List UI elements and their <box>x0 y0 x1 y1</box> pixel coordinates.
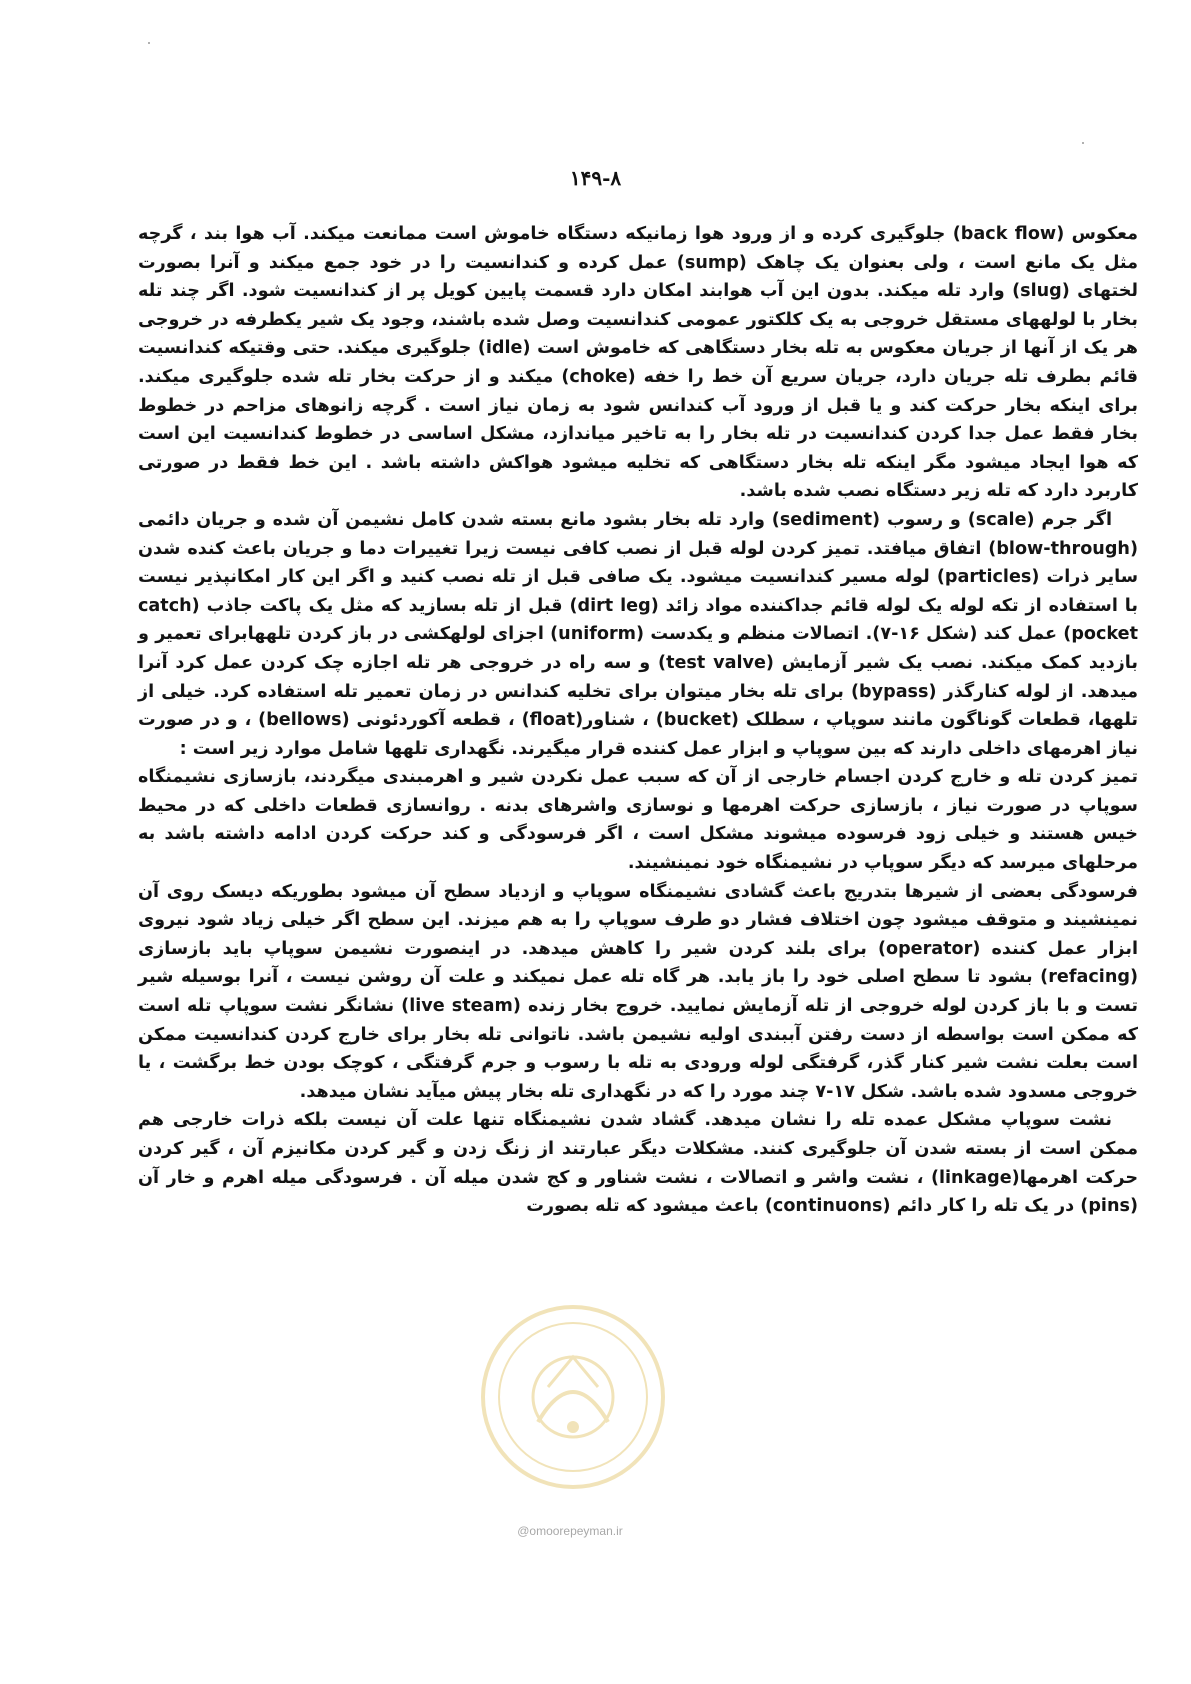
paragraph-trap-cleaning: تمیز کردن تله و خارج کردن اجسام خارجی از آن که سبب عمل نکردن شیر و اهرمبندی میگردند، بازسازی نشیمنگاه سوپاپ در صورت نیاز ، بازسازی حرکت اهرمها و نوسازی واشرهای بدنه . روانسازی قطعات داخلی که در محیط خیس هستند و خیلی زود فرسوده میشوند مشکل است ، اگر فرسودگی و کند حرکت کردن ادامه داشته باشد به مرحلهای میرسد که دیگر سوپاپ در نشیمنگاه خود نمینشیند. <box>138 767 1138 874</box>
paragraph-back-flow: معکوس (back flow) جلوگیری کرده و از ورود هوا زمانیکه دستگاه خاموش است ممانعت میکند. آب هوا بند ، گرچه مثل یک مانع است ، ولی بعنوان یک چاهک (sump) عمل کرده و کندانسیت را در خود جمع میکند و آنرا بصورت لختهای (slug) وارد تله میکند. بدون این آب هوابند امکان دارد قسمت پایین کویل پر از کندانسیت شود. اگر چند تله بخار با لولههای مستقل خروجی به یک کلکتور عمومی کندانسیت وصل شده باشند، وجود یک شیر یکطرفه در خروجی هر یک از آنها از جریان معکوس به تله بخار دستگاهی که خاموش است (idle) جلوگیری میکند. حتی وقتیکه کندانسیت قائم بطرف تله جریان دارد، جریان سریع آن خط را خفه (choke) میکند و از حرکت بخار تله شده جلوگیری میکند. برای اینکه بخار حرکت کند و یا قبل از ورود آب کندانس شود به زمان نیاز است . گرچه زانوهای مزاحم در خطوط بخار فقط عمل جدا کردن کندانسیت در تله بخار را به تاخیر میاندازد، مشکل اساسی در خطوط کندانسیت این است که هوا ایجاد میشود مگر اینکه تله بخار دستگاهی که تخلیه میشود هواکش داشته باشد . این خط فقط در صورتی کاربرد دارد که تله زیر دستگاه نصب شده باشد. <box>138 224 1139 502</box>
paragraph-valve-wear: فرسودگی بعضی از شیرها بتدریج باعث گشادی نشیمنگاه سوپاپ و ازدیاد سطح آن میشود بطوریکه دیسک روی آن نمینشیند و متوقف میشود چون اختلاف فشار دو طرف سوپاپ را به هم میزند. این سطح اگر خیلی زیاد شود نیروی ابزار عمل کننده (operator) برای بلند کردن شیر را کاهش میدهد. در اینصورت نشیمن سوپاپ باید بازسازی (refacing) بشود تا سطح اصلی خود را باز یابد. هر گاه تله عمل نمیکند و علت آن روشن نیست ، آنرا بوسیله شیر تست و با باز کردن لوله خروجی از تله آزمایش نمایید. خروج بخار زنده (live steam) نشانگر نشت سوپاپ تله است که ممکن است بواسطه از دست رفتن آببندی اولیه نشیمن باشد. ناتوانی تله بخار برای خارج کردن کندانسیت ممکن است بعلت نشت شیر کنار گذر، گرفتگی لوله ورودی به تله با رسوب و جرم گرفتگی ، کوچک بودن خط برگشت ، یا خروجی مسدود شده باشد. شکل ۱۷-۷ چند مورد را که در نگهداری تله بخار پیش میآید نشان میدهد. <box>138 881 1139 1102</box>
watermark-seal-icon <box>478 1302 668 1492</box>
page-number: ۱۴۹-۸ <box>569 166 622 190</box>
watermark-caption: @omoorepeyman.ir <box>517 1524 623 1538</box>
paragraph-scale-sediment: اگر جرم (scale) و رسوب (sediment) وارد تله بخار بشود مانع بسته شدن کامل نشیمن آن شده و جریان دائمی (blow-through) اتفاق میافتد. تمیز کردن لوله قبل از نصب کافی نیست زیرا تغییرات دما و جریان باعث کنده شدن سایر ذرات (particles) لوله مسیر کندانسیت میشود. یک صافی قبل از تله نصب کنید و اگر این کار امکانپذیر نیست با استفاده از تکه لوله یک لوله قائم جداکننده مواد زائد (dirt leg) قبل از تله بسازید که مثل یک پاکت جاذب (catch pocket) عمل کند (شکل ۱۶-۷). اتصالات منظم و یکدست (uniform) اجزای لولهکشی در باز کردن تلههابرای تعمیر و بازدید کمک میکند. نصب یک شیر آزمایش (test valve) و سه راه در خروجی هر تله اجازه چک کردن عمل کرد آنرا میدهد. از لوله کنارگذر (bypass) برای تله بخار میتوان برای تخلیه کندانس در زمان تعمیر تله استفاده کرد. خیلی از تلهها، قطعات گوناگون مانند سوپاپ ، سطلک (bucket) ، شناور(float) ، قطعه آکوردئونی (bellows) ، و در صورت نیاز اهرمهای داخلی دارند که بین سوپاپ و ابزار عمل کننده قرار میگیرند. نگهداری تلهها شامل موارد زیر است : <box>138 509 1138 759</box>
body-text <box>138 220 1138 1221</box>
scan-speck <box>1082 142 1084 144</box>
paragraph-valve-leak: نشت سوپاپ مشکل عمده تله را نشان میدهد. گشاد شدن نشیمنگاه تنها علت آن نیست بلکه ذرات خارجی هم ممکن است از بسته شدن آن جلوگیری کنند. مشکلات دیگر عبارتند از زنگ زدن و گیر کردن مکانیزم آن ، گیر کردن حرکت اهرمها(linkage) ، نشت واشر و اتصالات ، نشت شناور و کج شدن میله آن . فرسودگی میله اهرم و خار آن (pins) در یک تله را کار دائم (continuons) باعث میشود که تله بصورت <box>138 1110 1139 1217</box>
scan-speck <box>148 42 150 44</box>
